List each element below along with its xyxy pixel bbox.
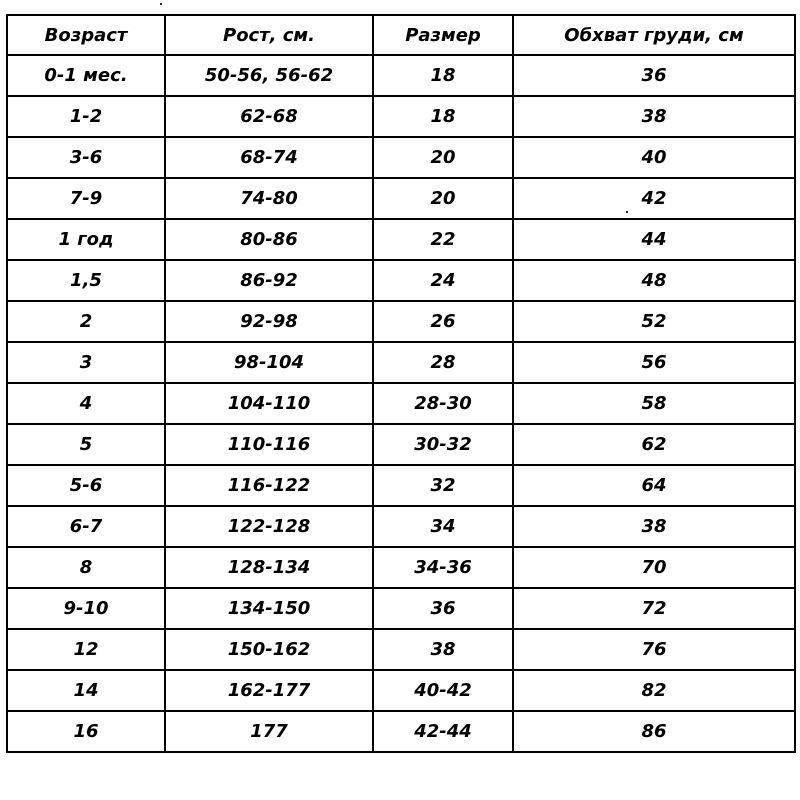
cell-chest: 38 bbox=[513, 96, 795, 137]
cell-chest: 42 bbox=[513, 178, 795, 219]
table-row bbox=[7, 465, 795, 506]
cell-chest: 62 bbox=[513, 424, 795, 465]
header-row bbox=[7, 15, 795, 55]
header-age: Возраст bbox=[7, 15, 165, 55]
cell-age: 4 bbox=[7, 383, 165, 424]
cell-age: 1 год bbox=[7, 219, 165, 260]
cell-chest: 52 bbox=[513, 301, 795, 342]
cell-height: 162-177 bbox=[165, 670, 373, 711]
cell-chest: 44 bbox=[513, 219, 795, 260]
cell-age: 0-1 мес. bbox=[7, 55, 165, 96]
table-row bbox=[7, 301, 795, 342]
cell-size: 20 bbox=[373, 137, 513, 178]
cell-chest: 70 bbox=[513, 547, 795, 588]
cell-height: 122-128 bbox=[165, 506, 373, 547]
cell-chest: 58 bbox=[513, 383, 795, 424]
cell-size: 28 bbox=[373, 342, 513, 383]
cell-age: 1-2 bbox=[7, 96, 165, 137]
cell-size: 36 bbox=[373, 588, 513, 629]
table-row bbox=[7, 96, 795, 137]
table-row bbox=[7, 629, 795, 670]
cell-size: 18 bbox=[373, 96, 513, 137]
cell-age: 5 bbox=[7, 424, 165, 465]
cell-size: 34-36 bbox=[373, 547, 513, 588]
table-body bbox=[7, 55, 795, 752]
cell-chest: 48 bbox=[513, 260, 795, 301]
cell-age: 5-6 bbox=[7, 465, 165, 506]
header-chest: Обхват груди, см bbox=[513, 15, 795, 55]
cell-size: 38 bbox=[373, 629, 513, 670]
cell-chest: 64 bbox=[513, 465, 795, 506]
cell-size: 20 bbox=[373, 178, 513, 219]
cell-size: 24 bbox=[373, 260, 513, 301]
cell-height: 92-98 bbox=[165, 301, 373, 342]
cell-age: 6-7 bbox=[7, 506, 165, 547]
cell-chest: 72 bbox=[513, 588, 795, 629]
cell-age: 1,5 bbox=[7, 260, 165, 301]
cell-height: 110-116 bbox=[165, 424, 373, 465]
cell-size: 26 bbox=[373, 301, 513, 342]
table-row bbox=[7, 55, 795, 96]
cell-height: 68-74 bbox=[165, 137, 373, 178]
cell-height: 50-56, 56-62 bbox=[165, 55, 373, 96]
cell-height: 177 bbox=[165, 711, 373, 752]
cell-height: 128-134 bbox=[165, 547, 373, 588]
table-row bbox=[7, 137, 795, 178]
cell-age: 9-10 bbox=[7, 588, 165, 629]
table-row bbox=[7, 219, 795, 260]
cell-age: 2 bbox=[7, 301, 165, 342]
cell-size: 40-42 bbox=[373, 670, 513, 711]
table-row bbox=[7, 342, 795, 383]
size-chart-table bbox=[6, 14, 796, 753]
cell-age: 16 bbox=[7, 711, 165, 752]
cell-age: 7-9 bbox=[7, 178, 165, 219]
cell-chest: 86 bbox=[513, 711, 795, 752]
cell-age: 3 bbox=[7, 342, 165, 383]
header-size: Размер bbox=[373, 15, 513, 55]
cell-height: 80-86 bbox=[165, 219, 373, 260]
cell-age: 8 bbox=[7, 547, 165, 588]
cell-height: 98-104 bbox=[165, 342, 373, 383]
cell-height: 104-110 bbox=[165, 383, 373, 424]
cell-age: 14 bbox=[7, 670, 165, 711]
table-row bbox=[7, 260, 795, 301]
cell-size: 32 bbox=[373, 465, 513, 506]
cell-size: 22 bbox=[373, 219, 513, 260]
cell-height: 62-68 bbox=[165, 96, 373, 137]
cell-height: 150-162 bbox=[165, 629, 373, 670]
table-row bbox=[7, 547, 795, 588]
cell-age: 12 bbox=[7, 629, 165, 670]
cell-size: 28-30 bbox=[373, 383, 513, 424]
header-height: Рост, см. bbox=[165, 15, 373, 55]
table-row bbox=[7, 178, 795, 219]
cell-chest: 38 bbox=[513, 506, 795, 547]
cell-chest: 36 bbox=[513, 55, 795, 96]
table-row bbox=[7, 506, 795, 547]
cell-size: 34 bbox=[373, 506, 513, 547]
table-row bbox=[7, 711, 795, 752]
cell-size: 18 bbox=[373, 55, 513, 96]
table-row bbox=[7, 424, 795, 465]
cell-age: 3-6 bbox=[7, 137, 165, 178]
cell-chest: 82 bbox=[513, 670, 795, 711]
table-row bbox=[7, 670, 795, 711]
table-row bbox=[7, 588, 795, 629]
cell-chest: 56 bbox=[513, 342, 795, 383]
cell-chest: 40 bbox=[513, 137, 795, 178]
cell-height: 74-80 bbox=[165, 178, 373, 219]
table-row bbox=[7, 383, 795, 424]
cell-height: 86-92 bbox=[165, 260, 373, 301]
scan-speck bbox=[160, 3, 162, 5]
cell-size: 42-44 bbox=[373, 711, 513, 752]
cell-height: 116-122 bbox=[165, 465, 373, 506]
cell-chest: 76 bbox=[513, 629, 795, 670]
cell-size: 30-32 bbox=[373, 424, 513, 465]
cell-height: 134-150 bbox=[165, 588, 373, 629]
